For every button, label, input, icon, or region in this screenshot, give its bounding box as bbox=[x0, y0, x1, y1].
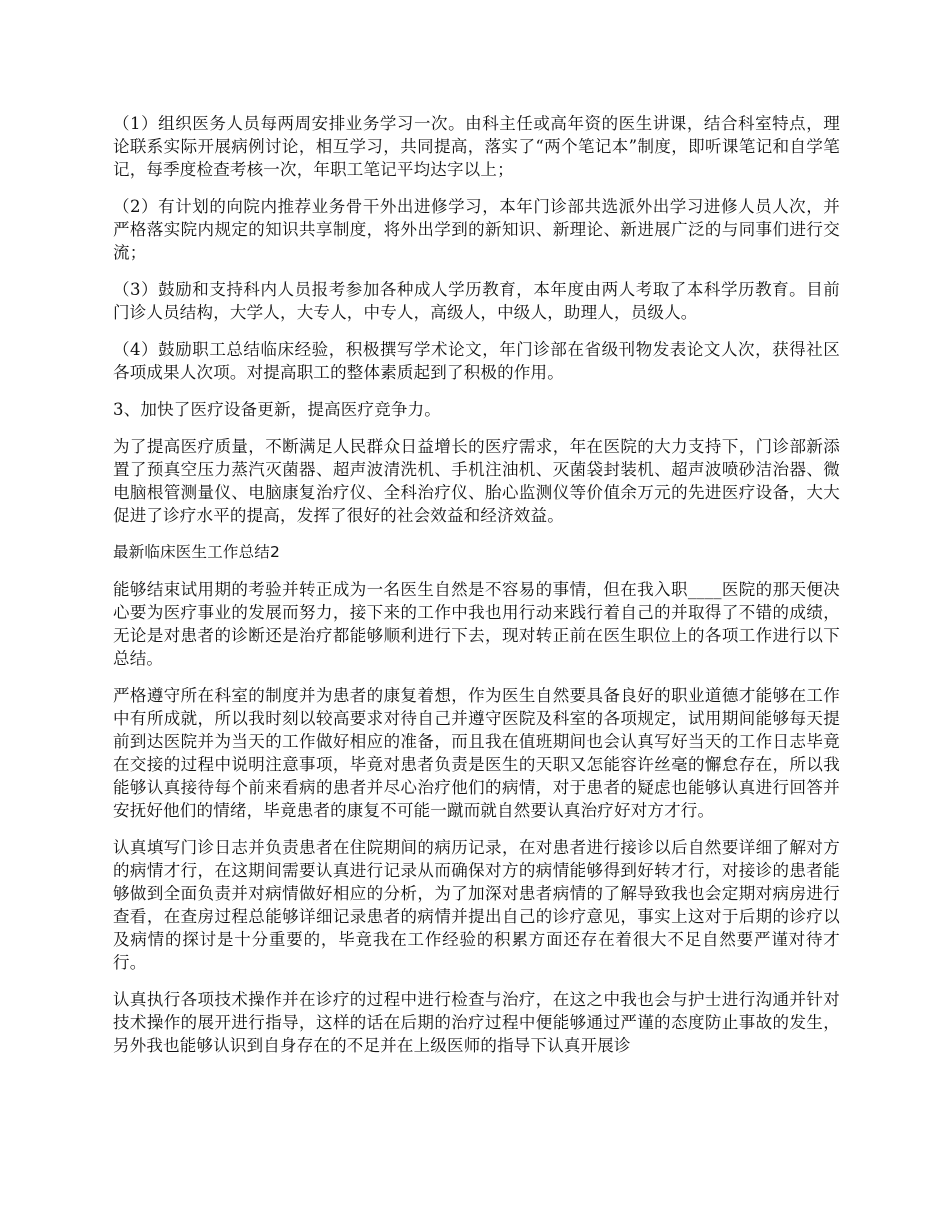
paragraph-equipment: 为了提高医疗质量，不断满足人民群众日益增长的医疗需求，年在医院的大力支持下，门诊部新添置了预真空压力蒸汽灭菌器、超声波清洗机、手机注油机、灭菌袋封装机、超声波喷砂洁治器、微电脑根管测量仪、电脑康复治疗仪、全科治疗仪、胎心监测仪等价值余万元的先进医疗设备，大大促进了诊疗水平的提高，发挥了很好的社会效益和经济效益。 bbox=[113, 437, 840, 525]
paragraph-operations: 认真执行各项技术操作并在诊疗的过程中进行检查与治疗，在这之中我也会与护士进行沟通并针对技术操作的展开进行指导，这样的话在后期的治疗过程中便能够通过严谨的态度防止事故的发生，另外我也能够认识到自身存在的不足并在上级医师的指导下认真开展诊 bbox=[113, 990, 840, 1055]
paragraph-training: （2）有计划的向院内推荐业务骨干外出进修学习，本年门诊部共选派外出学习进修人员人次，并严格落实院内规定的知识共享制度，将外出学到的新知识、新理论、新进展广泛的与同事们进行交流； bbox=[113, 197, 840, 262]
section-title-summary-2: 最新临床医生工作总结2 bbox=[113, 543, 281, 561]
document-page bbox=[113, 112, 840, 1071]
section-heading-equipment: 3、加快了医疗设备更新，提高医疗竞争力。 bbox=[113, 400, 441, 419]
paragraph-papers: （4）鼓励职工总结临床经验，积极撰写学术论文，年门诊部在省级刊物发表论文人次，获得社区各项成果人次项。对提高职工的整体素质起到了积极的作用。 bbox=[113, 340, 840, 382]
paragraph-records: 认真填写门诊日志并负责患者在住院期间的病历记录，在对患者进行接诊以后自然要详细了解对方的病情才行，在这期间需要认真进行记录从而确保对方的病情能够得到好转才行，对接诊的患者能够做到全面负责并对病情做好相应的分析，为了加深对患者病情的了解导致我也会定期对病房进行查看，在查房过程总能够详细记录患者的病情并提出自己的诊疗意见，事实上这对于后期的诊疗以及病情的探讨是十分重要的，毕竟我在工作经验的积累方面还存在着很大不足自然要严谨对待才行。 bbox=[113, 838, 840, 972]
paragraph-probation: 能够结束试用期的考验并转正成为一名医生自然是不容易的事情，但在我入职____医院的那天便决心要为医疗事业的发展而努力，接下来的工作中我也用行动来践行着自己的并取得了不错的成绩，无论是对患者的诊断还是治疗都能够顺利进行下去，现对转正前在医生职位上的各项工作进行以下总结。 bbox=[113, 580, 840, 668]
paragraph-rules: 严格遵守所在科室的制度并为患者的康复着想，作为医生自然要具备良好的职业道德才能够在工作中有所成就，所以我时刻以较高要求对待自己并遵守医院及科室的各项规定，试用期间能够每天提前到达医院并为当天的工作做好相应的准备，而且我在值班期间也会认真写好当天的工作日志毕竟在交接的过程中说明注意事项，毕竟对患者负责是医生的天职又怎能容许丝毫的懈怠存在，所以我能够认真接待每个前来看病的患者并尽心治疗他们的病情，对于患者的疑虑也能够认真进行回答并安抚好他们的情绪，毕竟患者的康复不可能一蹴而就自然要认真治疗好对方才行。 bbox=[113, 686, 840, 820]
paragraph-study-plan: （1）组织医务人员每两周安排业务学习一次。由科主任或高年资的医生讲课，结合科室特点，理论联系实际开展病例讨论，相互学习，共同提高，落实了“两个笔记本”制度，即听课笔记和自学笔记，每季度检查考核一次，年职工笔记平均达字以上； bbox=[113, 114, 840, 179]
paragraph-education: （3）鼓励和支持科内人员报考参加各种成人学历教育，本年度由两人考取了本科学历教育。目前门诊人员结构，大学人，大专人，中专人，高级人，中级人，助理人，员级人。 bbox=[113, 280, 840, 322]
